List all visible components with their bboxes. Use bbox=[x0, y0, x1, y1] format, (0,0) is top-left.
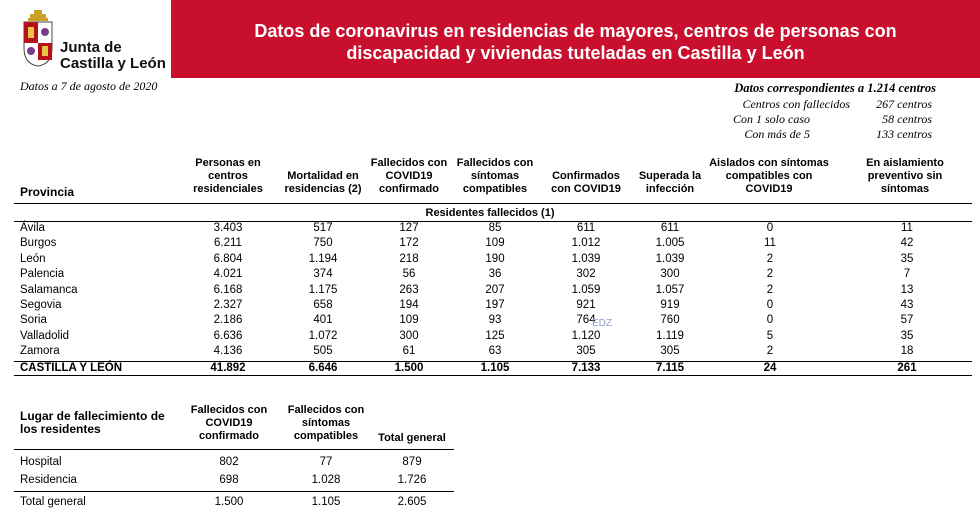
table1-row-1-cell-1: 6.211 bbox=[214, 237, 242, 250]
table2-row-1-cell-3: 1.726 bbox=[397, 474, 427, 486]
header-lugar: Lugar de fallecimiento de los residentes bbox=[20, 409, 165, 436]
table1-header-rule bbox=[14, 203, 972, 204]
logo-line-1: Junta de bbox=[60, 39, 122, 56]
table1-row-0-cell-6: 611 bbox=[660, 222, 680, 234]
table1-row-8-cell-0: Zamora bbox=[20, 345, 60, 358]
table2-row-0-cell-0: Hospital bbox=[20, 456, 62, 468]
table1-total-rule-bottom bbox=[14, 375, 972, 376]
table1-row-2-cell-4: 190 bbox=[485, 252, 505, 265]
table1-row-2-cell-2: 1.194 bbox=[308, 252, 338, 265]
table1-row-1-cell-6: 1.005 bbox=[655, 237, 685, 250]
watermark: EDZ bbox=[592, 318, 612, 329]
table1-row-2-cell-6: 1.039 bbox=[655, 252, 685, 265]
table2-row-0-cell-2: 77 bbox=[319, 456, 333, 468]
table1-row-4-cell-5: 1.059 bbox=[571, 283, 601, 296]
table1-row-7-cell-8: 35 bbox=[900, 329, 914, 342]
subheader-residentes-fallecidos: Residentes fallecidos (1) bbox=[425, 207, 555, 219]
table1-row-1-cell-8: 42 bbox=[900, 237, 914, 250]
table1-total-cell-4: 1.105 bbox=[480, 362, 510, 374]
table1-row-4-cell-3: 263 bbox=[399, 283, 419, 296]
header-superada: Superada la infección bbox=[638, 170, 702, 195]
table2-row-1-cell-0: Residencia bbox=[20, 474, 77, 486]
summary-value-1: 58 centros bbox=[882, 112, 932, 126]
table1-row-0-cell-4: 85 bbox=[488, 222, 502, 234]
table1-row-5-cell-3: 194 bbox=[399, 299, 419, 311]
table1-row-8-cell-4: 63 bbox=[488, 345, 502, 358]
header-fallecidos-confirmado: Fallecidos con COVID19 confirmado bbox=[370, 157, 448, 195]
summary-value-0: 267 centros bbox=[876, 97, 932, 111]
table1-row-5-cell-2: 658 bbox=[313, 299, 333, 311]
table1-row-4-cell-4: 207 bbox=[485, 283, 505, 296]
coat-of-arms-icon bbox=[20, 8, 56, 68]
table1-total-cell-1: 41.892 bbox=[210, 362, 246, 374]
table1-row-4-cell-1: 6.168 bbox=[213, 283, 243, 296]
table1-total-cell-2: 6.646 bbox=[308, 362, 338, 374]
table1-row-3-cell-7: 2 bbox=[766, 268, 774, 281]
table1-row-2-cell-5: 1.039 bbox=[571, 252, 601, 265]
table1-total-cell-3: 1.500 bbox=[394, 362, 424, 374]
header-aislados: Aislados con síntomas compatibles con COVID19 bbox=[709, 157, 829, 195]
report-date: Datos a 7 de agosto de 2020 bbox=[20, 79, 158, 93]
table2-row-0-cell-1: 802 bbox=[219, 456, 239, 468]
table1-row-8-cell-6: 305 bbox=[660, 345, 680, 358]
table1-row-7-cell-5: 1.120 bbox=[571, 329, 601, 342]
table1-row-1-cell-7: 11 bbox=[764, 237, 776, 250]
table1-row-6-cell-2: 401 bbox=[313, 314, 333, 327]
table1-row-7-cell-2: 1.072 bbox=[308, 329, 338, 342]
summary-value-2: 133 centros bbox=[876, 127, 932, 141]
summary-label-1: Con 1 solo caso bbox=[732, 112, 810, 126]
table2-row-0-cell-3: 879 bbox=[402, 456, 422, 468]
table2-row-1-cell-2: 1.028 bbox=[311, 474, 341, 486]
page-title: Datos de coronavirus en residencias de mayores, centros de personas con discapacidad y viviendas tuteladas en Castilla y León bbox=[254, 21, 897, 63]
table1-row-0-cell-3: 127 bbox=[399, 222, 419, 234]
table1-row-7-cell-3: 300 bbox=[399, 329, 419, 342]
header-provincia: Provincia bbox=[20, 185, 75, 199]
table1-row-3-cell-3: 56 bbox=[402, 268, 416, 281]
table1-row-6-cell-6: 760 bbox=[660, 314, 680, 327]
header2-total: Total general bbox=[378, 432, 446, 444]
table1-row-3-cell-6: 300 bbox=[660, 268, 680, 281]
table1-row-5-cell-4: 197 bbox=[485, 299, 505, 311]
table1-row-7-cell-4: 125 bbox=[485, 329, 505, 342]
table1-row-1-cell-3: 172 bbox=[399, 237, 419, 250]
header-confirmados: Confirmados con COVID19 bbox=[551, 170, 621, 195]
table1-row-4-cell-8: 13 bbox=[900, 283, 914, 296]
table1-row-5-cell-1: 2.327 bbox=[213, 299, 243, 311]
table1-row-8-cell-7: 2 bbox=[766, 345, 774, 358]
table1-row-8-cell-5: 305 bbox=[576, 345, 596, 358]
table1-row-1-cell-0: Burgos bbox=[20, 237, 57, 250]
table2-total-cell-1: 1.500 bbox=[214, 496, 244, 508]
table1-total-cell-0: CASTILLA Y LEÓN bbox=[20, 362, 123, 374]
table1-row-8-cell-8: 18 bbox=[900, 345, 914, 358]
table2-row-1-cell-1: 698 bbox=[219, 474, 239, 486]
table1-row-6-cell-7: 0 bbox=[766, 314, 774, 327]
table1-total-cell-8: 261 bbox=[897, 362, 917, 374]
summary-label-2: Con más de 5 bbox=[744, 127, 810, 141]
table1-row-0-cell-0: Ávila bbox=[20, 222, 45, 234]
table1-row-2-cell-1: 6.804 bbox=[213, 252, 243, 265]
table1-row-0-cell-7: 0 bbox=[766, 222, 774, 234]
table1-row-4-cell-6: 1.057 bbox=[655, 283, 685, 296]
table1-row-6-cell-5: 764 bbox=[576, 314, 596, 327]
table1-row-6-cell-8: 57 bbox=[900, 314, 914, 327]
junta-logo bbox=[20, 8, 170, 74]
header-mortalidad: Mortalidad en residencias (2) bbox=[284, 170, 362, 195]
table1-total-cell-7: 24 bbox=[763, 362, 777, 374]
table1-row-6-cell-1: 2.186 bbox=[213, 314, 243, 327]
table1-row-6-cell-4: 93 bbox=[488, 314, 502, 327]
table1-row-4-cell-2: 1.175 bbox=[308, 283, 338, 296]
table1-row-3-cell-4: 36 bbox=[488, 268, 502, 281]
table1-row-5-cell-5: 921 bbox=[576, 299, 596, 311]
table1-row-1-cell-4: 109 bbox=[485, 237, 505, 250]
table1-row-1-cell-2: 750 bbox=[313, 237, 333, 250]
table1-row-0-cell-1: 3.403 bbox=[213, 222, 243, 234]
table1-row-0-cell-2: 517 bbox=[313, 222, 333, 234]
table1-total-cell-5: 7.133 bbox=[571, 362, 601, 374]
table2-total-cell-3: 2.605 bbox=[397, 496, 427, 508]
table2-total-cell-2: 1.105 bbox=[311, 496, 341, 508]
table1-row-3-cell-5: 302 bbox=[576, 268, 596, 281]
header2-confirmado: Fallecidos con COVID19 confirmado bbox=[190, 404, 268, 442]
table1-row-8-cell-1: 4.136 bbox=[213, 345, 243, 358]
table1-row-6-cell-0: Soria bbox=[20, 314, 47, 327]
header-aislamiento: En aislamiento preventivo sin síntomas bbox=[866, 157, 944, 195]
table2-total-cell-0: Total general bbox=[20, 496, 86, 508]
table1-row-2-cell-7: 2 bbox=[766, 252, 774, 265]
table1-row-2-cell-0: León bbox=[20, 252, 46, 265]
table1-row-7-cell-6: 1.119 bbox=[656, 329, 684, 342]
summary-heading: Datos correspondientes a 1.214 centros bbox=[734, 81, 936, 95]
table1-row-7-cell-0: Valladolid bbox=[20, 329, 70, 342]
table1-row-3-cell-2: 374 bbox=[313, 268, 333, 281]
table1-row-2-cell-3: 218 bbox=[399, 252, 419, 265]
header-fallecidos-sintomas: Fallecidos con síntomas compatibles bbox=[456, 157, 534, 195]
table1-row-5-cell-6: 919 bbox=[660, 299, 680, 311]
table2-total-rule bbox=[14, 491, 454, 492]
table1-row-5-cell-7: 0 bbox=[766, 299, 774, 311]
table2-header-rule bbox=[14, 449, 454, 450]
table1-row-7-cell-1: 6.636 bbox=[213, 329, 243, 342]
table1-row-3-cell-0: Palencia bbox=[20, 268, 65, 281]
table1-row-5-cell-8: 43 bbox=[900, 299, 914, 311]
table1-row-0-cell-5: 611 bbox=[576, 222, 596, 234]
title-banner bbox=[171, 0, 980, 78]
table1-row-5-cell-0: Segovia bbox=[20, 299, 62, 311]
header-personas: Personas en centros residenciales bbox=[193, 157, 263, 195]
table1-row-0-cell-8: 11 bbox=[901, 222, 913, 234]
table1-total-cell-6: 7.115 bbox=[655, 362, 685, 374]
table1-row-2-cell-8: 35 bbox=[900, 252, 914, 265]
table1-row-6-cell-3: 109 bbox=[399, 314, 419, 327]
table1-row-3-cell-1: 4.021 bbox=[213, 268, 243, 281]
table1-row-7-cell-7: 5 bbox=[766, 329, 774, 342]
header2-sintomas: Fallecidos con síntomas compatibles bbox=[287, 404, 365, 442]
table1-row-8-cell-3: 61 bbox=[402, 345, 416, 358]
logo-line-2: Castilla y León bbox=[60, 55, 166, 72]
table1-row-3-cell-8: 7 bbox=[903, 268, 911, 281]
table1-row-8-cell-2: 505 bbox=[313, 345, 333, 358]
table1-row-4-cell-7: 2 bbox=[766, 283, 774, 296]
table1-row-4-cell-0: Salamanca bbox=[20, 283, 78, 296]
table1-row-1-cell-5: 1.012 bbox=[571, 237, 601, 250]
summary-label-0: Centros con fallecidos bbox=[742, 97, 850, 111]
